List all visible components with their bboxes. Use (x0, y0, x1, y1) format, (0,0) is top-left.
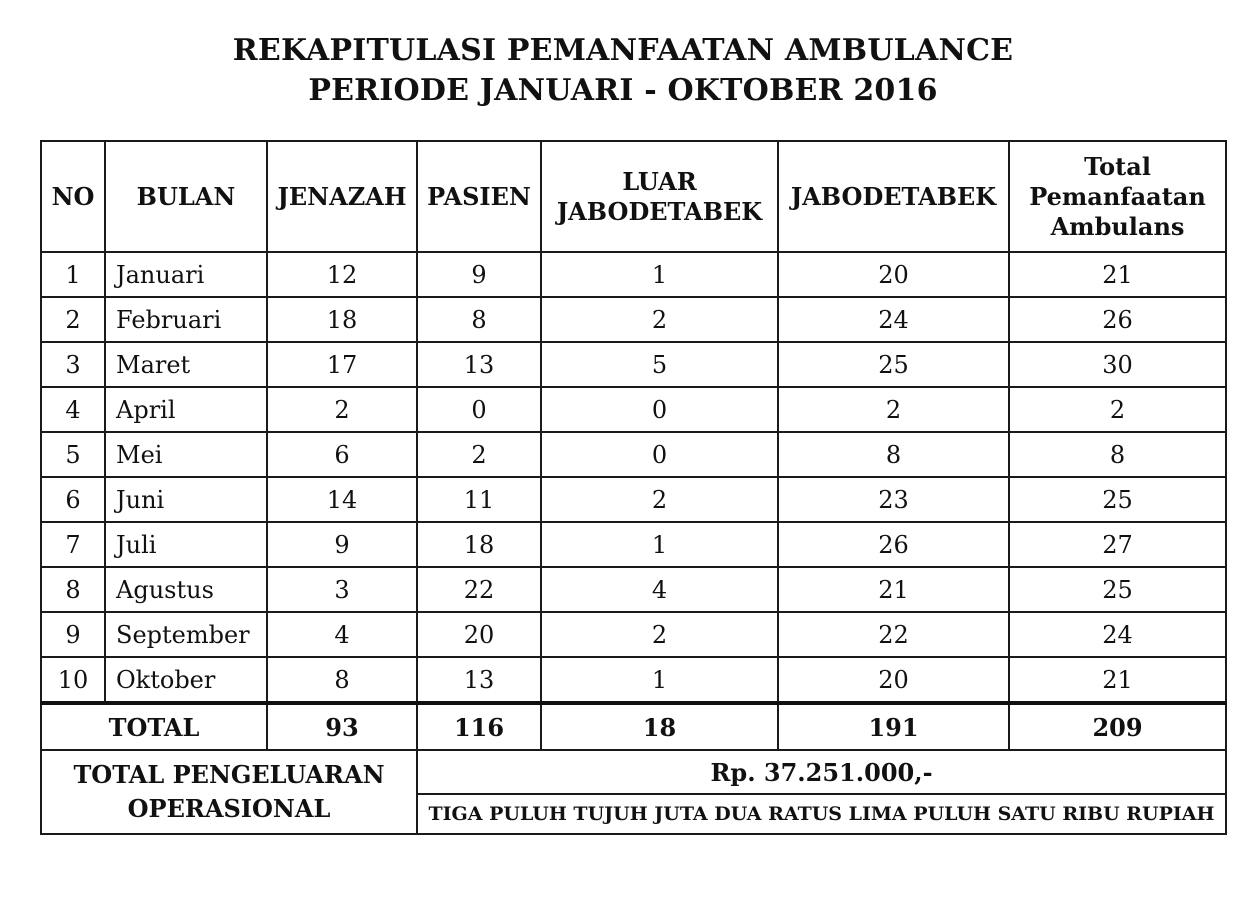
cell-jenazah: 17 (267, 342, 417, 387)
cell-jabodetabek: 21 (778, 567, 1009, 612)
cell-jabodetabek: 8 (778, 432, 1009, 477)
table-row (41, 432, 1226, 477)
cell-total-pemanfaatan: 21 (1009, 252, 1226, 297)
cell-jenazah: 18 (267, 297, 417, 342)
cell-no: 9 (41, 612, 105, 657)
operational-cost-label (41, 750, 417, 834)
cell-jenazah: 4 (267, 612, 417, 657)
cell-total-pemanfaatan: 2 (1009, 387, 1226, 432)
total-luar-jabodetabek: 18 (541, 703, 778, 750)
cell-bulan: Maret (105, 342, 267, 387)
header-luar-line2: JABODETABEK (556, 196, 763, 226)
header-luar-line1: LUAR (622, 166, 697, 196)
header-jabodetabek: JABODETABEK (778, 141, 1009, 252)
cell-no: 7 (41, 522, 105, 567)
total-pasien: 116 (417, 703, 541, 750)
header-total-line2: Pemanfaatan (1029, 181, 1206, 211)
cell-bulan: Oktober (105, 657, 267, 703)
total-pemanfaatan: 209 (1009, 703, 1226, 750)
cell-pasien: 0 (417, 387, 541, 432)
cell-jenazah: 8 (267, 657, 417, 703)
document-title: REKAPITULASI PEMANFAATAN AMBULANCE (232, 33, 1014, 68)
cell-jabodetabek: 24 (778, 297, 1009, 342)
cell-jenazah: 6 (267, 432, 417, 477)
cell-luar-jabodetabek: 1 (541, 522, 778, 567)
cell-bulan: Februari (105, 297, 267, 342)
cell-jenazah: 2 (267, 387, 417, 432)
table-row (41, 252, 1226, 297)
table-row (41, 387, 1226, 432)
total-row (41, 703, 1226, 750)
table-row (41, 297, 1226, 342)
cell-no: 6 (41, 477, 105, 522)
cell-bulan: September (105, 612, 267, 657)
cell-pasien: 2 (417, 432, 541, 477)
cell-total-pemanfaatan: 30 (1009, 342, 1226, 387)
cell-jabodetabek: 26 (778, 522, 1009, 567)
header-pasien: PASIEN (417, 141, 541, 252)
cell-pasien: 22 (417, 567, 541, 612)
cell-bulan: Januari (105, 252, 267, 297)
header-luar-jabodetabek (541, 141, 778, 252)
cell-pasien: 11 (417, 477, 541, 522)
table-header-row (41, 141, 1226, 252)
header-total-pemanfaatan (1009, 141, 1226, 252)
cell-jenazah: 3 (267, 567, 417, 612)
cell-jabodetabek: 20 (778, 252, 1009, 297)
header-total-line3: Ambulans (1050, 211, 1185, 241)
cell-luar-jabodetabek: 0 (541, 432, 778, 477)
operational-cost-label-line1: TOTAL PENGELUARAN (73, 760, 385, 790)
cell-luar-jabodetabek: 4 (541, 567, 778, 612)
cell-total-pemanfaatan: 27 (1009, 522, 1226, 567)
document-subtitle: PERIODE JANUARI - OKTOBER 2016 (308, 73, 938, 108)
table-row (41, 342, 1226, 387)
cell-luar-jabodetabek: 1 (541, 657, 778, 703)
header-jenazah: JENAZAH (267, 141, 417, 252)
header-bulan: BULAN (105, 141, 267, 252)
cell-jenazah: 12 (267, 252, 417, 297)
cell-total-pemanfaatan: 25 (1009, 567, 1226, 612)
cell-jabodetabek: 2 (778, 387, 1009, 432)
cell-luar-jabodetabek: 0 (541, 387, 778, 432)
cell-luar-jabodetabek: 2 (541, 297, 778, 342)
table-row (41, 477, 1226, 522)
cell-no: 1 (41, 252, 105, 297)
cell-jenazah: 9 (267, 522, 417, 567)
cell-bulan: Mei (105, 432, 267, 477)
cell-total-pemanfaatan: 8 (1009, 432, 1226, 477)
cell-pasien: 9 (417, 252, 541, 297)
operational-cost-row (41, 750, 1226, 794)
cell-jabodetabek: 23 (778, 477, 1009, 522)
header-no: NO (41, 141, 105, 252)
ambulance-usage-table (40, 140, 1227, 835)
cell-jabodetabek: 20 (778, 657, 1009, 703)
total-label: TOTAL (41, 703, 267, 750)
cell-pasien: 8 (417, 297, 541, 342)
cell-total-pemanfaatan: 26 (1009, 297, 1226, 342)
total-jenazah: 93 (267, 703, 417, 750)
cell-pasien: 18 (417, 522, 541, 567)
cell-luar-jabodetabek: 1 (541, 252, 778, 297)
cell-pasien: 13 (417, 657, 541, 703)
cell-bulan: Agustus (105, 567, 267, 612)
cell-no: 3 (41, 342, 105, 387)
table-row (41, 657, 1226, 703)
cell-total-pemanfaatan: 24 (1009, 612, 1226, 657)
cell-luar-jabodetabek: 2 (541, 612, 778, 657)
cell-jabodetabek: 25 (778, 342, 1009, 387)
operational-cost-amount: Rp. 37.251.000,- (417, 750, 1226, 794)
cell-no: 8 (41, 567, 105, 612)
cell-bulan: Juli (105, 522, 267, 567)
operational-cost-label-line2: OPERASIONAL (127, 794, 331, 823)
cell-total-pemanfaatan: 25 (1009, 477, 1226, 522)
cell-pasien: 20 (417, 612, 541, 657)
cell-no: 2 (41, 297, 105, 342)
cell-total-pemanfaatan: 21 (1009, 657, 1226, 703)
cell-luar-jabodetabek: 5 (541, 342, 778, 387)
cell-no: 5 (41, 432, 105, 477)
cell-pasien: 13 (417, 342, 541, 387)
header-total-line1: Total (1084, 151, 1151, 181)
cell-bulan: Juni (105, 477, 267, 522)
total-jabodetabek: 191 (778, 703, 1009, 750)
cell-bulan: April (105, 387, 267, 432)
cell-no: 10 (41, 657, 105, 703)
table-row (41, 522, 1226, 567)
table-row (41, 612, 1226, 657)
cell-jenazah: 14 (267, 477, 417, 522)
table-row (41, 567, 1226, 612)
cell-luar-jabodetabek: 2 (541, 477, 778, 522)
cell-jabodetabek: 22 (778, 612, 1009, 657)
cell-no: 4 (41, 387, 105, 432)
operational-cost-words: TIGA PULUH TUJUH JUTA DUA RATUS LIMA PULUH SATU RIBU RUPIAH (417, 794, 1226, 834)
